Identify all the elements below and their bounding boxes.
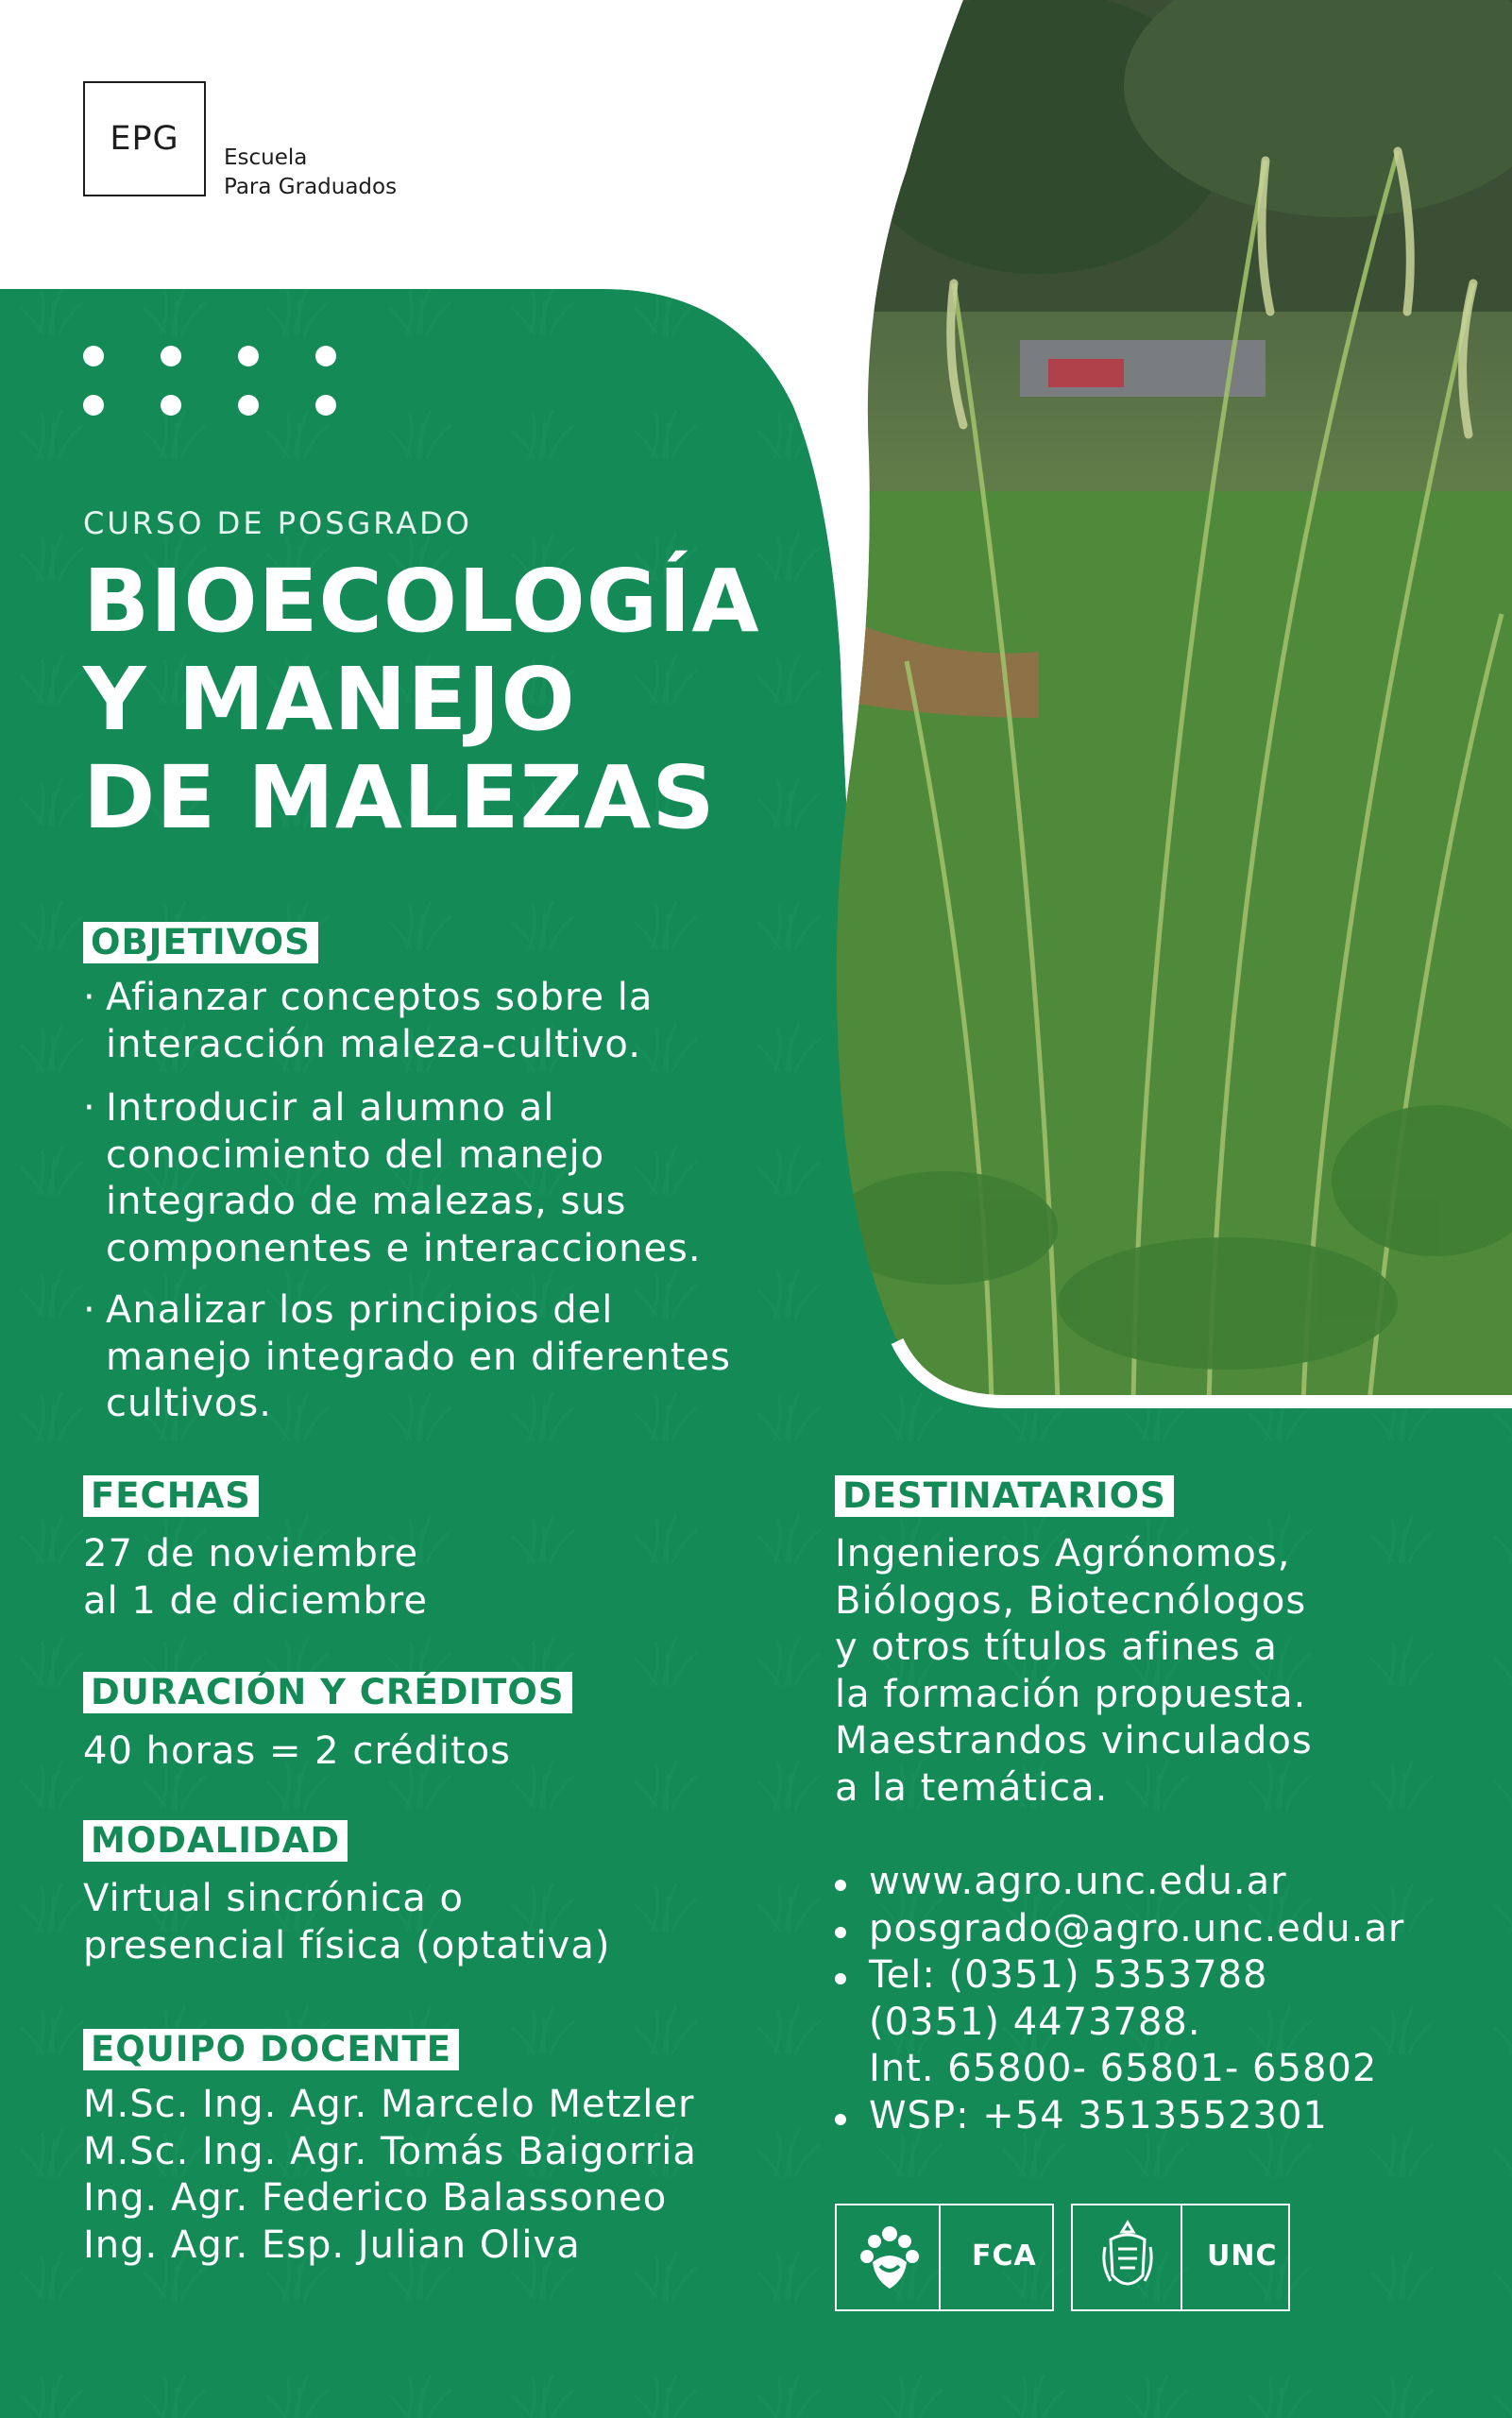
bullet-dot: ·	[83, 1288, 96, 1332]
destinatarios-line-3: y otros títulos afines a	[835, 1626, 1278, 1669]
title-line-3: DE MALEZAS	[83, 747, 716, 848]
objetivo-2-line-2: conocimiento del manejo	[106, 1132, 605, 1177]
epg-logo-caption	[224, 144, 397, 202]
destinatarios-line-6: a la temática.	[835, 1765, 1109, 1810]
objetivo-item-1	[83, 975, 653, 1068]
equipo-line-1: M.Sc. Ing. Agr. Marcelo Metzler	[83, 2083, 695, 2126]
destinatarios-line-1: Ingenieros Agrónomos,	[835, 1532, 1291, 1575]
fechas-line-2: al 1 de diciembre	[83, 1578, 428, 1623]
duracion-text	[83, 1728, 511, 1776]
destinatarios-line-4: la formación propuesta.	[835, 1672, 1307, 1716]
modalidad-label: MODALIDAD	[83, 1820, 348, 1862]
epg-abbr: EPG	[110, 120, 179, 158]
objetivo-1-line-2: interacción maleza-cultivo.	[106, 1022, 641, 1066]
objetivo-item-2	[83, 1085, 702, 1272]
unc-logo	[1071, 2204, 1290, 2311]
title-line-2: Y MANEJO	[83, 649, 576, 750]
unc-seal-icon	[1099, 2219, 1156, 2296]
unc-label: UNC	[1207, 2239, 1278, 2273]
equipo-text	[83, 2082, 697, 2269]
objetivo-1-line-1: Afianzar conceptos sobre la	[106, 976, 654, 1019]
epg-caption-line1: Escuela	[224, 145, 308, 170]
course-kicker: CURSO DE POSGRADO	[83, 505, 472, 541]
fca-logo-icon	[854, 2221, 926, 2294]
objetivo-item-3	[83, 1287, 731, 1428]
fechas-line-1: 27 de noviembre	[83, 1532, 419, 1575]
equipo-line-4: Ing. Agr. Esp. Julian Oliva	[83, 2222, 581, 2267]
objetivo-2-line-3: integrado de malezas, sus	[106, 1180, 627, 1223]
modalidad-line-1: Virtual sincrónica o	[83, 1877, 464, 1920]
fca-logo	[835, 2204, 1054, 2311]
objetivo-2-line-1: Introducir al alumno al	[106, 1086, 555, 1130]
title-line-1: BIOECOLOGÍA	[83, 551, 760, 652]
objetivos-label: OBJETIVOS	[83, 922, 318, 963]
destinatarios-line-2: Biólogos, Biotecnólogos	[835, 1578, 1307, 1623]
equipo-line-2: M.Sc. Ing. Agr. Tomás Baigorria	[83, 2129, 697, 2173]
equipo-label: EQUIPO DOCENTE	[83, 2029, 459, 2070]
objetivo-2-line-4: componentes e interacciones.	[106, 1226, 702, 1270]
objetivo-3-line-2: manejo integrado en diferentes	[106, 1335, 731, 1379]
destinatarios-line-5: Maestrandos vinculados	[835, 1719, 1313, 1762]
fca-label: FCA	[972, 2239, 1037, 2273]
modalidad-text	[83, 1876, 610, 1969]
fechas-text	[83, 1531, 428, 1625]
destinatarios-label: DESTINATARIOS	[835, 1475, 1174, 1517]
contact-list	[835, 1859, 1404, 2139]
duracion-label: DURACIÓN Y CRÉDITOS	[83, 1672, 572, 1713]
contact-wsp: WSP: +54 3513552301	[835, 2093, 1404, 2140]
contact-tel-line-3: Int. 65800- 65801- 65802	[869, 2047, 1378, 2090]
destinatarios-text	[835, 1531, 1313, 1812]
objetivo-3-line-1: Analizar los principios del	[106, 1288, 614, 1332]
modalidad-line-2: presencial física (optativa)	[83, 1923, 611, 1967]
contact-tel-line-2: (0351) 4473788.	[869, 2000, 1201, 2044]
contact-tel: Tel: (0351) 5353788	[835, 1952, 1404, 2000]
epg-logo	[83, 81, 206, 196]
contact-email-link[interactable]: posgrado@agro.unc.edu.ar	[835, 1906, 1404, 1953]
duracion-line-1: 40 horas = 2 créditos	[83, 1729, 512, 1773]
fechas-label: FECHAS	[83, 1475, 259, 1517]
equipo-line-3: Ing. Agr. Federico Balassoneo	[83, 2176, 668, 2220]
weeds-photo	[831, 0, 1512, 1402]
contact-web-link[interactable]: www.agro.unc.edu.ar	[835, 1859, 1404, 1906]
bullet-dot: ·	[83, 1086, 96, 1130]
objetivo-3-line-3: cultivos.	[106, 1382, 272, 1425]
epg-caption-line2: Para Graduados	[224, 175, 398, 199]
course-title	[83, 553, 760, 847]
bullet-dot: ·	[83, 976, 96, 1019]
